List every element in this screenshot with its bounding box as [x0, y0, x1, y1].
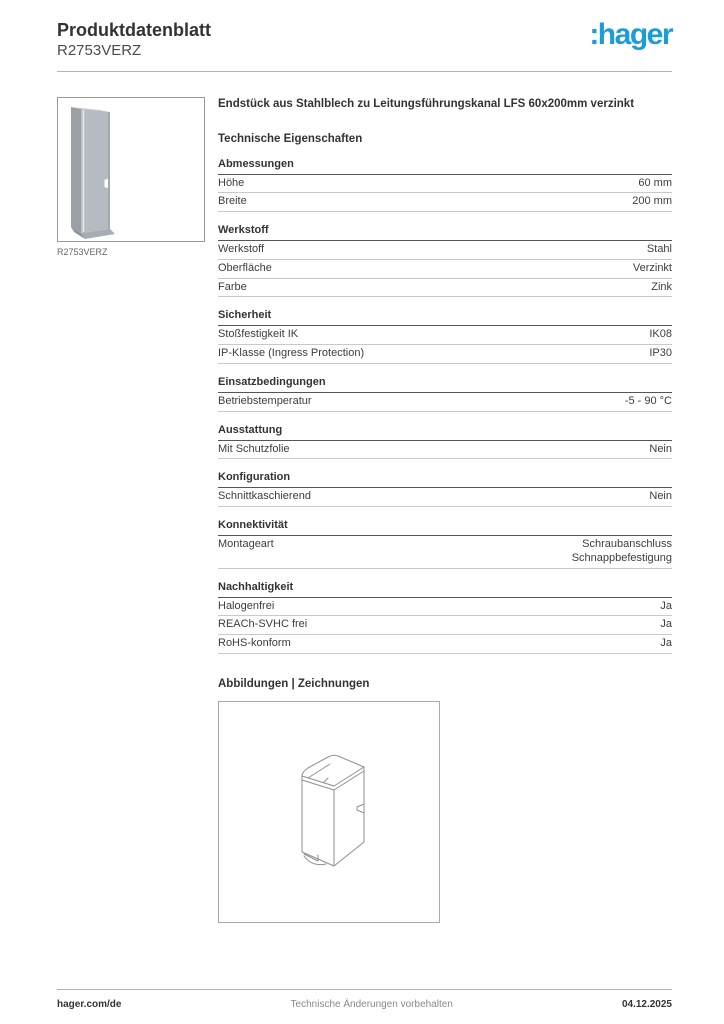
section-title: Nachhaltigkeit — [218, 581, 672, 598]
page-title: Produktdatenblatt — [57, 20, 212, 40]
spec-label: Stoßfestigkeit IK — [218, 328, 299, 341]
drawings-heading: Abbildungen | Zeichnungen — [218, 677, 370, 690]
spec-row — [218, 616, 672, 635]
technical-drawing-svg — [274, 742, 384, 882]
main-content — [57, 97, 672, 923]
spec-row — [218, 635, 672, 654]
spec-row — [218, 260, 672, 279]
spec-value: Ja — [660, 618, 672, 631]
spec-label: Halogenfrei — [218, 599, 275, 612]
footer-disclaimer: Technische Änderungen vorbehalten — [290, 999, 453, 1010]
spec-section — [218, 309, 672, 364]
section-title: Werkstoff — [218, 224, 672, 241]
spec-label: Mit Schutzfolie — [218, 442, 290, 455]
footer — [0, 989, 724, 1024]
spec-row — [218, 536, 672, 569]
spec-label: Werkstoff — [218, 243, 265, 256]
spec-label: REACh-SVHC frei — [218, 618, 308, 631]
spec-label: Breite — [218, 195, 247, 208]
header-divider — [57, 71, 672, 72]
spec-section — [218, 471, 672, 507]
footer-website-link[interactable]: hager.com/de — [57, 999, 122, 1010]
spec-value: Nein — [649, 442, 672, 455]
spec-value: 60 mm — [638, 176, 672, 189]
spec-section — [218, 519, 672, 569]
technical-drawing — [218, 701, 440, 923]
spec-label: Montageart — [218, 538, 274, 551]
product-image-caption: R2753VERZ — [57, 247, 108, 258]
spec-row — [218, 241, 672, 260]
product-image-column — [57, 97, 205, 923]
footer-divider — [57, 989, 672, 990]
spec-row — [218, 175, 672, 194]
spec-row — [218, 326, 672, 345]
spec-label: IP-Klasse (Ingress Protection) — [218, 347, 365, 360]
section-title: Sicherheit — [218, 309, 672, 326]
spec-value: Nein — [649, 490, 672, 503]
section-title: Einsatzbedingungen — [218, 376, 672, 393]
spec-row — [218, 488, 672, 507]
footer-date: 04.12.2025 — [621, 999, 672, 1010]
spec-label: Schnittkaschierend — [218, 490, 311, 503]
header — [0, 0, 724, 60]
spec-row — [218, 193, 672, 212]
section-title: Konfiguration — [218, 471, 672, 488]
spec-value: 200 mm — [632, 195, 672, 208]
spec-value: Stahl — [646, 243, 672, 256]
spec-value: Ja — [660, 637, 672, 650]
product-image — [57, 97, 205, 242]
product-reference: R2753VERZ — [57, 41, 142, 59]
spec-value: Verzinkt — [632, 261, 672, 274]
spec-row — [218, 345, 672, 364]
product-photo — [58, 98, 204, 241]
section-title: Ausstattung — [218, 424, 672, 441]
spec-label: Höhe — [218, 176, 245, 189]
spec-value: IP30 — [649, 347, 672, 360]
spec-value: Zink — [651, 280, 672, 293]
spec-section — [218, 158, 672, 213]
spec-section — [218, 581, 672, 654]
spec-section — [218, 424, 672, 460]
spec-sections — [218, 158, 672, 654]
spec-section — [218, 376, 672, 412]
spec-row — [218, 598, 672, 617]
spec-section — [218, 224, 672, 297]
section-title: Konnektivität — [218, 519, 672, 536]
spec-row — [218, 393, 672, 412]
content-column — [218, 97, 672, 923]
hager-logo: :hager — [589, 18, 672, 51]
section-title: Abmessungen — [218, 158, 672, 175]
spec-row — [218, 441, 672, 460]
spec-label: Oberfläche — [218, 261, 272, 274]
spec-value: -5 - 90 °C — [624, 394, 672, 407]
spec-row — [218, 279, 672, 298]
spec-label: Farbe — [218, 280, 247, 293]
product-description: Endstück aus Stahlblech zu Leitungsführungskanal LFS 60x200mm verzinkt — [218, 98, 635, 111]
spec-value: Ja — [660, 599, 672, 612]
spec-label: RoHS-konform — [218, 637, 291, 650]
tech-properties-heading: Technische Eigenschaften — [218, 132, 363, 145]
spec-value: Schraubanschluss Schnappbefestigung — [571, 538, 672, 564]
spec-value: IK08 — [649, 328, 672, 341]
spec-label: Betriebstemperatur — [218, 394, 312, 407]
